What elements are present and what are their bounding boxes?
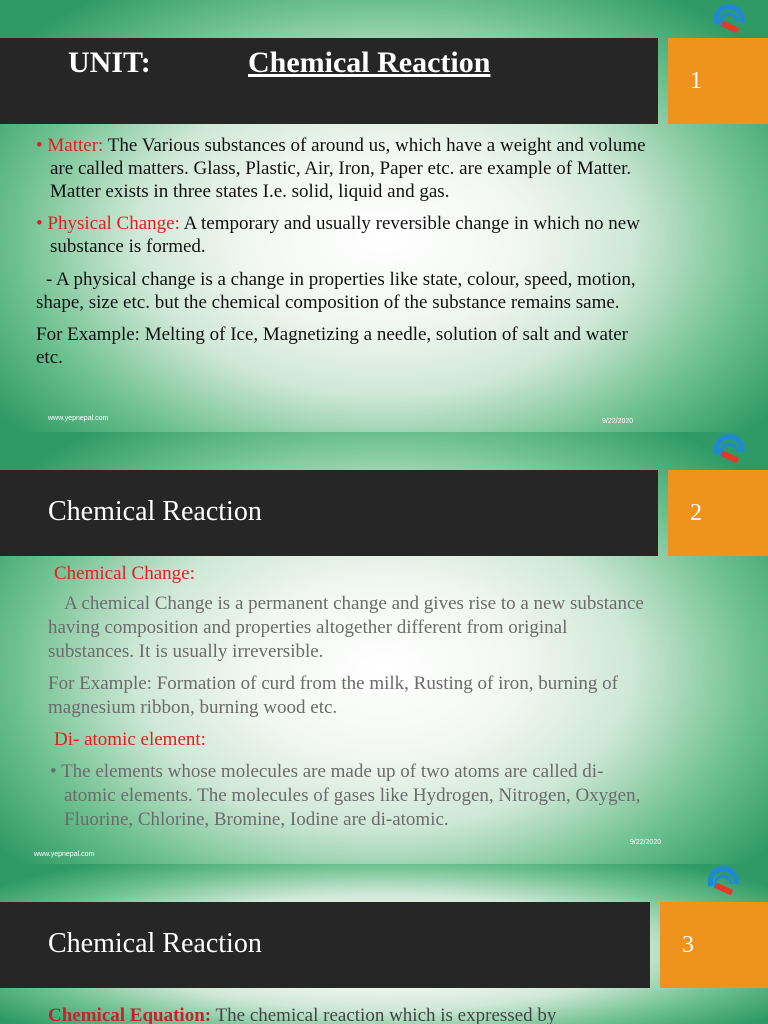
diatomic-heading: Di- atomic element: <box>54 729 206 750</box>
logo-icon <box>706 864 740 898</box>
slide-title: Chemical Reaction <box>48 496 262 527</box>
slide-body <box>48 1004 668 1024</box>
footer-date: 9/22/2020 <box>630 839 662 846</box>
slide-number: 1 <box>668 38 768 124</box>
slide-1 <box>0 0 768 432</box>
diatomic-bullet: • The elements whose molecules are made up of two atoms are called di- atomic elements. The molecules of gases like Hydrogen, Nitrogen, Oxygen, Fluorine, Chlorine, Bromine, Iodine are di-atomic. <box>50 761 641 830</box>
slide-body <box>36 134 646 369</box>
bullet-matter: • Matter: The Various substances of around us, which have a weight and volume are called matters. Glass, Plastic, Air, Iron, Paper etc. are example of Matter. Matter exists in three states I.e. solid, liquid and gas. <box>36 135 646 202</box>
equation-label: Chemical Equation: <box>48 1005 212 1024</box>
slide-body <box>48 562 648 832</box>
bullet-physical: • Physical Change: A temporary and usually reversible change in which no new substance is formed. <box>36 213 640 257</box>
footer-site: www.yepnepal.com <box>34 851 95 858</box>
slide-3 <box>0 864 768 1024</box>
slide-title: Chemical Reaction <box>248 46 491 79</box>
chemical-change-heading: Chemical Change: <box>54 563 195 584</box>
slide-2 <box>0 432 768 864</box>
logo-icon <box>712 432 746 466</box>
physical-text: A temporary and usually reversible change in which no new substance is formed. <box>50 213 640 257</box>
footer-site: www.yepnepal.com <box>48 415 109 422</box>
unit-label: UNIT: <box>68 46 151 79</box>
chemical-change-text: A chemical Change is a permanent change and gives rise to a new substance having composition and properties altogether different from original substances. It is usually irreversible. <box>48 593 644 662</box>
example-text: For Example: Formation of curd from the milk, Rusting of iron, burning of magnesium ribbon, burning wood etc. <box>48 673 618 718</box>
footer-date: 9/22/2020 <box>602 418 634 425</box>
example-text: For Example: Melting of Ice, Magnetizing a needle, solution of salt and water etc. <box>36 324 628 368</box>
matter-text: The Various substances of around us, which have a weight and volume are called matters. Glass, Plastic, Air, Iron, Paper etc. are example of Matter. Matter exists in three states I.e. solid, liquid and gas. <box>50 135 646 202</box>
diatomic-text: The elements whose molecules are made up of two atoms are called di- atomic elements. The molecules of gases like Hydrogen, Nitrogen, Oxygen, Fluorine, Chlorine, Bromine, Iodine are di-atomic. <box>61 761 641 830</box>
slide-number: 3 <box>660 902 768 988</box>
equation-text: The chemical reaction which is expressed by <box>215 1005 557 1024</box>
slide-title: Chemical Reaction <box>48 928 262 959</box>
physical-label: Physical Change: <box>47 213 180 234</box>
logo-icon <box>712 2 746 36</box>
physical-detail: - A physical change is a change in properties like state, colour, speed, motion, shape, size etc. but the chemical composition of the substance remains same. <box>36 269 636 313</box>
slide-number: 2 <box>668 470 768 556</box>
matter-label: Matter: <box>47 135 104 156</box>
